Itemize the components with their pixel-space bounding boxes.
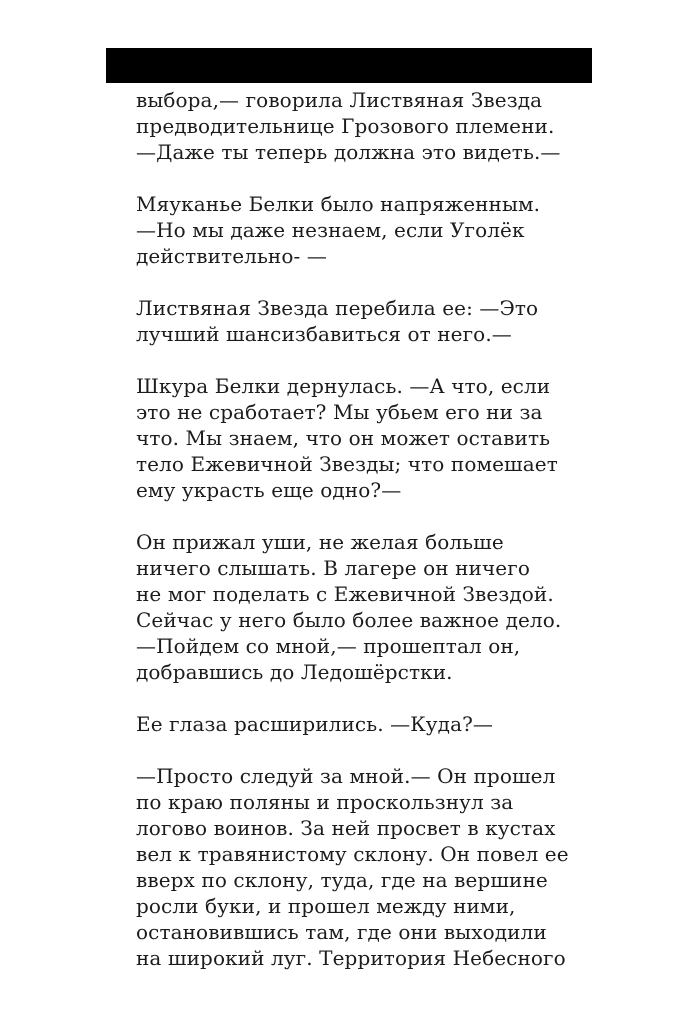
text-line: лучший шансизбавиться от него.— bbox=[136, 322, 512, 346]
text-line: предводительнице Грозового племени. bbox=[136, 114, 555, 138]
text-line: вверх по склону, туда, где на вершине bbox=[136, 868, 548, 892]
text-line: выбора,— говорила Листвяная Звезда bbox=[136, 88, 543, 112]
text-line: на широкий луг. Территория Небесного bbox=[136, 946, 566, 970]
paragraph bbox=[136, 191, 581, 269]
text-line: Он прижал уши, не желая больше bbox=[136, 530, 504, 554]
text-line: логово воинов. За ней просвет в кустах bbox=[136, 816, 556, 840]
text-line: что. Мы знаем, что он может оставить bbox=[136, 426, 551, 450]
text-line: ничего слышать. В лагере он ничего bbox=[136, 556, 530, 580]
paragraph bbox=[136, 373, 581, 503]
text-line: ему украсть еще одно?— bbox=[136, 478, 402, 502]
text-line: росли буки, и прошел между ними, bbox=[136, 894, 516, 918]
text-line: —Но мы даже незнаем, если Уголёк bbox=[136, 218, 525, 242]
paragraph bbox=[136, 87, 581, 165]
paragraph bbox=[136, 295, 581, 347]
text-line: это не сработает? Мы убьем его ни за bbox=[136, 400, 543, 424]
paragraph bbox=[136, 711, 581, 737]
text-line: Шкура Белки дернулась. —А что, если bbox=[136, 374, 551, 398]
text-line: действительно- — bbox=[136, 244, 327, 268]
paragraph bbox=[136, 529, 581, 685]
text-line: тело Ежевичной Звезды; что помешает bbox=[136, 452, 558, 476]
text-line: Листвяная Звезда перебила ее: —Это bbox=[136, 296, 539, 320]
text-line: —Пойдем со мной,— прошептал он, bbox=[136, 634, 521, 658]
text-line: по краю поляны и проскользнул за bbox=[136, 790, 514, 814]
text-line: Ее глаза расширились. —Куда?— bbox=[136, 712, 494, 736]
text-line: Мяуканье Белки было напряженным. bbox=[136, 192, 541, 216]
text-line: —Просто следуй за мной.— Он прошел bbox=[136, 764, 556, 788]
text-column bbox=[136, 87, 581, 997]
text-line: —Даже ты теперь должна это видеть.— bbox=[136, 140, 561, 164]
text-line: добравшись до Ледошёрстки. bbox=[136, 660, 453, 684]
text-line: Сейчас у него было более важное дело. bbox=[136, 608, 562, 632]
text-line: не мог поделать с Ежевичной Звездой. bbox=[136, 582, 554, 606]
text-line: вел к травянистому склону. Он повел ее bbox=[136, 842, 569, 866]
paragraph bbox=[136, 763, 581, 971]
redacted-header-bar bbox=[106, 48, 592, 83]
text-line: остановившись там, где они выходили bbox=[136, 920, 547, 944]
